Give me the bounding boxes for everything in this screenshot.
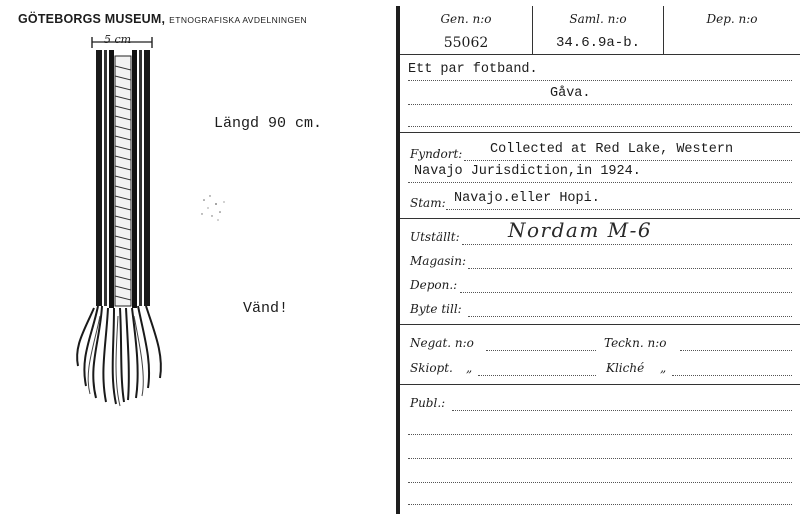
- magasin-label: Magasin:: [410, 254, 467, 268]
- catalog-card: [396, 6, 800, 514]
- dotted-line: [486, 350, 596, 351]
- dep-label: Dep. n:o: [706, 12, 758, 26]
- utstallt-label: Utställt:: [410, 230, 460, 244]
- department-name: ETNOGRAFISKA AVDELNINGEN: [169, 15, 308, 25]
- dep-cell: [664, 6, 800, 58]
- museum-name: GÖTEBORGS MUSEUM,: [18, 12, 166, 26]
- fyndort-label: Fyndort:: [410, 147, 463, 161]
- skiopt-label: Skiopt.: [410, 361, 453, 375]
- dotted-line: [462, 244, 792, 245]
- negat-label: Negat. n:o: [410, 336, 474, 350]
- scale-label: 5 cm: [104, 33, 132, 46]
- gen-label: Gen. n:o: [440, 12, 492, 26]
- gen-cell: [400, 6, 532, 58]
- dotted-line: [672, 375, 792, 376]
- card-header: [400, 6, 800, 58]
- teckn-label: Teckn. n:o: [604, 336, 667, 350]
- section-rule: [400, 132, 800, 133]
- dotted-line: [464, 160, 792, 161]
- utstallt-value: Nordam M-6: [508, 218, 653, 242]
- fyndort-line1: Collected at Red Lake, Western: [490, 142, 734, 157]
- publ-label: Publ.:: [410, 396, 446, 410]
- turn-note: Vänd!: [243, 300, 289, 317]
- header-rule: [400, 54, 800, 55]
- drawing-side: [0, 0, 396, 514]
- ditto-mark: „: [466, 361, 473, 375]
- description-text: Ett par fotband.: [408, 62, 538, 77]
- stam-label: Stam:: [410, 196, 446, 210]
- dotted-line: [408, 434, 792, 435]
- section-rule: [400, 384, 800, 385]
- saml-value: 34.6.9a-b.: [555, 35, 640, 51]
- dotted-line: [460, 292, 792, 293]
- kliche-label: Kliché: [606, 361, 645, 375]
- dotted-line: [478, 375, 596, 376]
- dotted-line: [408, 126, 792, 127]
- dotted-line: [408, 104, 792, 105]
- dotted-line: [680, 350, 792, 351]
- saml-label: Saml. n:o: [569, 12, 627, 26]
- card-left-border: [396, 6, 400, 514]
- ditto-mark: „: [660, 361, 667, 375]
- dotted-line: [408, 80, 792, 81]
- dotted-line: [408, 182, 792, 183]
- dotted-line: [468, 316, 792, 317]
- fyndort-line2: Navajo Jurisdiction,in 1924.: [414, 164, 641, 179]
- acquisition-text: Gåva.: [550, 86, 591, 101]
- dotted-line: [408, 458, 792, 459]
- dotted-line: [446, 209, 792, 210]
- footband-drawing: [70, 36, 180, 416]
- byte-label: Byte till:: [410, 302, 462, 316]
- length-note: Längd 90 cm.: [214, 115, 323, 132]
- dotted-line: [452, 410, 792, 411]
- museum-header: [18, 8, 307, 27]
- gen-value: 55062: [443, 35, 489, 51]
- stam-value: Navajo.eller Hopi.: [454, 191, 600, 206]
- section-rule: [400, 324, 800, 325]
- dotted-line: [408, 482, 792, 483]
- ink-specks: [196, 190, 236, 230]
- dotted-line: [468, 268, 792, 269]
- dotted-line: [408, 504, 792, 505]
- saml-cell: [533, 6, 663, 58]
- depon-label: Depon.:: [410, 278, 458, 292]
